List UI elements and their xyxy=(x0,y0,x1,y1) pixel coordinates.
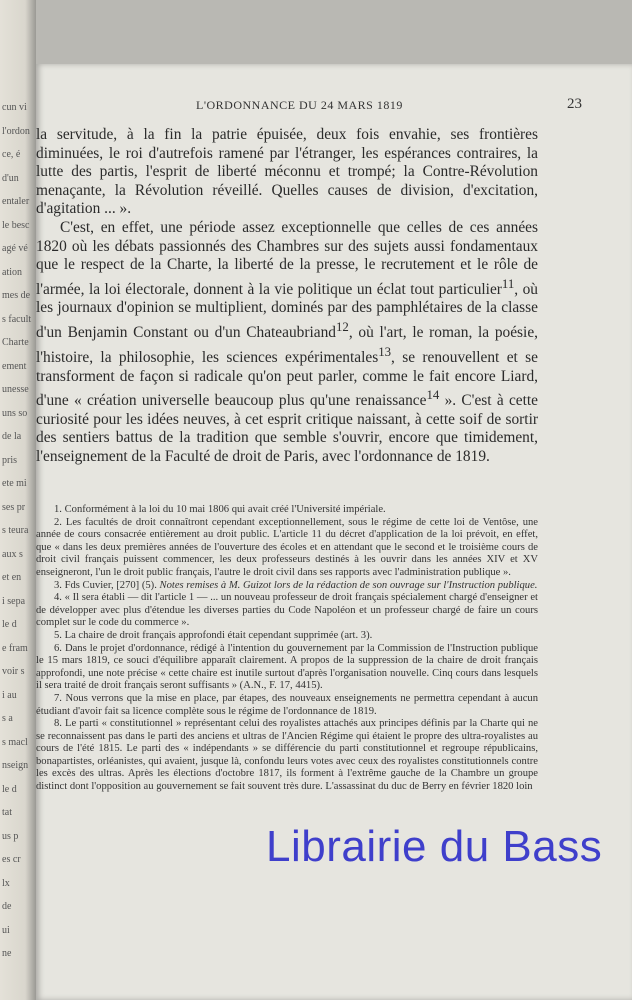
facing-page-fragment: ation xyxy=(2,266,22,278)
footnote-2: 2. Les facultés de droit connaîtront cependant exceptionnellement, sous le régime de cette loi de Ventôse, une année de cours consacrée entièrement au droit public. L'article 11 du décret d'application de la loi prévoit, en effet, que « dans les deux premières années de l'ouverture des écoles et en attendant que le second et le troisième cours de droit civil français puissent commencer, les deux professeurs destinés à les ouvrir dans les années XIV et XV enseigneront, l'un le droit public français, l'autre le droit civil dans ses rapports avec l'administration publique ». xyxy=(36,516,538,578)
running-head: L'ORDONNANCE DU 24 MARS 1819 xyxy=(196,98,403,112)
watermark-text: Librairie du Bass xyxy=(266,822,603,871)
facing-page-fragment: i sepa xyxy=(2,595,26,607)
footnote-ref-11: 11 xyxy=(501,276,515,291)
facing-page-fragment: ne xyxy=(2,948,12,959)
footnote-6: 6. Dans le projet d'ordonnance, rédigé à l'intention du gouvernement par la Commission de l'Instruction publique le 15 mars 1819, ce souci d'équilibre apparaît clairement. A propos de la suppression de la chaire de droit français approfondi, une note précise « cette chaire est inutile surtout d'après l'organisation nouvelle. Cinq cours dans lesquels il sera traité de droit français seront suffisants » (A.N., F. 17, 4415). xyxy=(36,642,538,692)
facing-page-fragment: tat xyxy=(2,807,12,818)
facing-page-fragment: voir s xyxy=(2,666,25,677)
facing-page-fragment: cun vi xyxy=(2,102,27,113)
facing-page-fragment: de xyxy=(2,901,12,912)
footnote-1: 1. Conformément à la loi du 10 mai 1806 qui avait créé l'Université impériale. xyxy=(54,504,386,515)
facing-page-fragment: Charte xyxy=(2,337,29,348)
facing-page-fragment: ete mi xyxy=(2,478,27,489)
facing-page-fragment: le besc xyxy=(2,219,30,231)
facing-page-fragment: e fram xyxy=(2,642,28,654)
footnote-ref-12: 12 xyxy=(335,320,349,335)
paragraph-2: C'est, en effet, une période assez exceptionnelle que celles de ces années 1820 où les débats passionnés des Chambres sur des sujets aussi fondamentaux que le respect de la Charte, la liberté de la presse, le recrutement et le rôle de l'armée, la loi électorale, donnent à la vie politique un éclat tout particulier$^{11}$, où les journaux d'opinion se multiplient, dominés par des pamphlétaires de la classe d'un Benjamin Constant ou d'un Chateaubriand$^{12}$, où l'art, le roman, la poésie, l'histoire, la philosophie, les sciences expérimentales$^{13}$, se renouvellent et se transforment de façon si radicale qu'on peut parler, comme le fait encore Liard, d'une « création universelle beaucoup plus qu'une renaissance$^{14}$ ». C'est à cette curiosité pour les idées neuves, à cet esprit critique naissant, à cette soif de sortir des sentiers battus de la tradition que semble s'ouvrir, encore que timidement, l'enseignement de la Faculté de droit de Paris, avec l'ordonnance de 1819. xyxy=(36,218,539,465)
facing-page-fragment: nseign xyxy=(2,760,29,771)
facing-page-fragment: ses pr xyxy=(2,501,26,513)
facing-page-fragment: s teura xyxy=(2,525,29,536)
facing-page-fragment: le d xyxy=(2,783,17,795)
footnote-ref-13: 13 xyxy=(378,344,392,359)
facing-page-fragment: es cr xyxy=(2,854,21,865)
footnote-4: 4. « Il sera établi — dit l'article 1 — ... un nouveau professeur de droit français spécialement chargé d'enseigner et de développer avec plus d'étendue les diverses parties du Code Napoléon et un professeur chargé de faire un cours complet sur le code du commerce ». xyxy=(36,592,538,629)
facing-page-fragment: s macl xyxy=(2,736,28,748)
facing-page-fragment: pris xyxy=(2,454,17,466)
facing-page-fragment: i au xyxy=(2,689,17,701)
facing-page-fragment: mes de xyxy=(2,290,31,301)
facing-page-edge xyxy=(0,0,36,1000)
facing-page-fragment: ce, é xyxy=(2,149,21,160)
facing-page-fragment: de la xyxy=(2,431,22,442)
facing-page-fragment: s facult xyxy=(2,313,32,325)
facing-page-fragment: unesse xyxy=(2,384,29,395)
footnote-7: 7. Nous verrons que la mise en place, par étapes, des nouveaux enseignements ne permettra cependant à aucun étudiant d'avoir fait sa licence complète sous le régime de l'ordonnance de 1819. xyxy=(36,692,538,717)
page-number: 23 xyxy=(567,96,582,112)
facing-page-fragment: ui xyxy=(2,924,10,936)
facing-page-fragment: s a xyxy=(2,713,13,724)
footnote-ref-14: 14 xyxy=(426,388,440,403)
facing-page-fragment: us p xyxy=(2,830,19,842)
facing-page-fragment: ement xyxy=(2,360,27,372)
facing-page-fragment: uns so xyxy=(2,407,28,419)
facing-page-fragment: lx xyxy=(2,877,10,889)
footnote-5: 5. La chaire de droit français approfondi était cependant supprimée (art. 3). xyxy=(54,629,373,641)
facing-page-fragment: le d xyxy=(2,619,17,630)
facing-page-fragment: agé vé xyxy=(2,243,28,254)
facing-page-fragment: d'un xyxy=(2,172,19,184)
facing-page-fragment: l'ordon xyxy=(2,125,30,137)
facing-page-fragment: aux s xyxy=(2,548,23,560)
footnotes xyxy=(36,504,538,794)
paragraph-1: la servitude, à la fin la patrie épuisée, deux fois envahie, ses frontières diminuées, le roi d'autrefois ramené par l'étranger, les espérances contraires, la lutte des partis, l'esprit de liberté méconnu et trompé; la Contre-Révolution menaçante, la Révolution réveillé. Quelles causes de division, d'excitation, d'agitation ... ». xyxy=(36,126,538,218)
facing-page-fragment: entaler xyxy=(2,196,30,207)
facing-page-fragment: et en xyxy=(2,572,22,583)
footnote-3: 3. Fds Cuvier, [270] (5). Notes remises à M. Guizot lors de la rédaction de son ouvrage sur l'Instruction publique. xyxy=(54,579,538,591)
footnote-8: 8. Le parti « constitutionnel » représentant celui des royalistes attachés aux principes définis par la Charte qui ne se reconnaissent pas dans le parti des anciens et ultras de l'Ancien Régime qui étaient le propre des ultra-royalistes au cours de l'été 1815. Le parti des « indépendants » se différencie du parti constitutionnel et regroupe républicains, bonapartistes, orléanistes, qui avaient, jusque là, confondu leurs votes avec ceux des royalistes constitutionnels contre les excès des ultras. Après les élections d'octobre 1817, ils forment à l'extrême gauche de la Chambre un groupe distinct dont l'opposition au gouvernement se fait souvent très dure. L'assassinat du duc de Berry en février 1820 loin xyxy=(36,718,538,793)
main-text xyxy=(36,126,538,467)
